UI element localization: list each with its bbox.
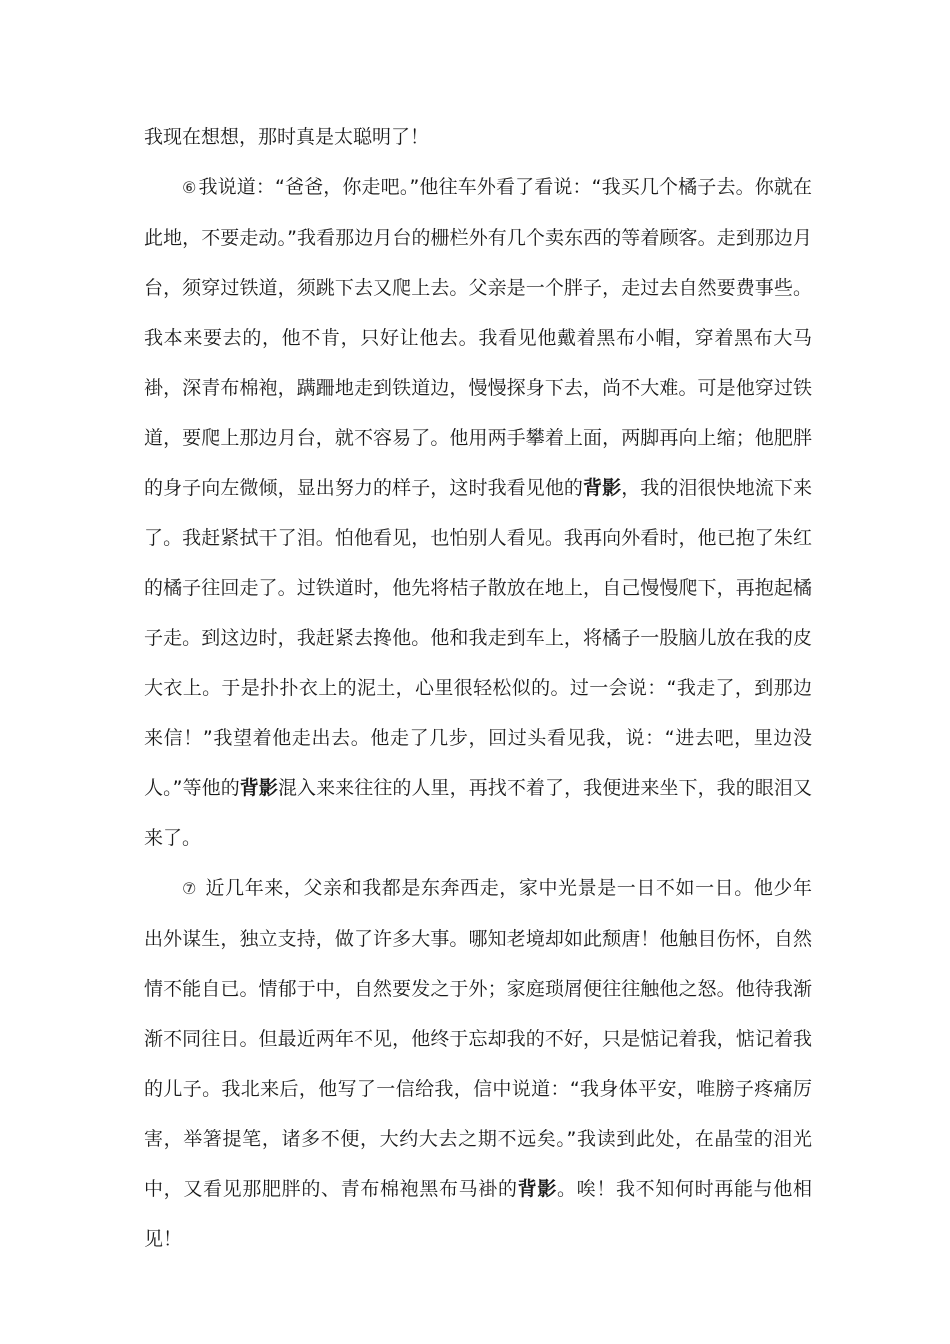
bold-keyword: 背影 [239,777,278,799]
paragraph-continuation [144,112,812,162]
paragraph-number: ⑥ [182,178,197,197]
paragraph-text: 我现在想想，那时真是太聪明了！ [144,126,430,148]
document-page [144,112,812,1264]
paragraph-text: 。唉！我不知何时再能与他相见！ [144,1178,812,1250]
paragraph-6 [144,162,812,863]
bold-keyword: 背影 [517,1178,557,1200]
paragraph-text: 近几年来，父亲和我都是东奔西走，家中光景是一日不如一日。他少年出外谋生，独立支持，做了许多大事。哪知老境却如此颓唐！他触目伤怀，自然情不能自已。情郁于中，自然要发之于外；家庭琐屑便往往触他之怒。他待我渐渐不同往日。但最近两年不见，他终于忘却我的不好，只是惦记着我，惦记着我的儿子。我北来后，他写了一信给我，信中说道：“我身体平安，唯膀子疼痛厉害，举箸提笔，诸多不便，大约大去之期不远矣。”我读到此处，在晶莹的泪光中，又看见那肥胖的、青布棉袍黑布马褂的 [144,877,813,1200]
bold-keyword: 背影 [583,477,622,499]
paragraph-text: 混入来来往往的人里，再找不着了，我便进来坐下，我的眼泪又来了。 [144,777,812,849]
paragraph-7 [144,863,812,1264]
paragraph-text: 我说道：“爸爸，你走吧。”他往车外看了看说：“我买几个橘子去。你就在此地，不要走动。”我看那边月台的栅栏外有几个卖东西的等着顾客。走到那边月台，须穿过铁道，须跳下去又爬上去。父亲是一个胖子，走过去自然要费事些。我本来要去的，他不肯，只好让他去。我看见他戴着黑布小帽，穿着黑布大马褂，深青布棉袍，蹒跚地走到铁道边，慢慢探身下去，尚不大难。可是他穿过铁道，要爬上那边月台，就不容易了。他用两手攀着上面，两脚再向上缩；他肥胖的身子向左微倾，显出努力的样子，这时我看见他的 [144,176,812,499]
paragraph-text: ，我的泪很快地流下来了。我赶紧拭干了泪。怕他看见，也怕别人看见。我再向外看时，他已抱了朱红的橘子往回走了。过铁道时，他先将桔子散放在地上，自己慢慢爬下，再抱起橘子走。到这边时，我赶紧去搀他。他和我走到车上，将橘子一股脑儿放在我的皮大衣上。于是扑扑衣上的泥土，心里很轻松似的。过一会说：“我走了，到那边来信！”我望着他走出去。他走了几步，回过头看见我，说：“进去吧，里边没人。”等他的 [144,477,812,799]
paragraph-number: ⑦ [182,879,197,898]
